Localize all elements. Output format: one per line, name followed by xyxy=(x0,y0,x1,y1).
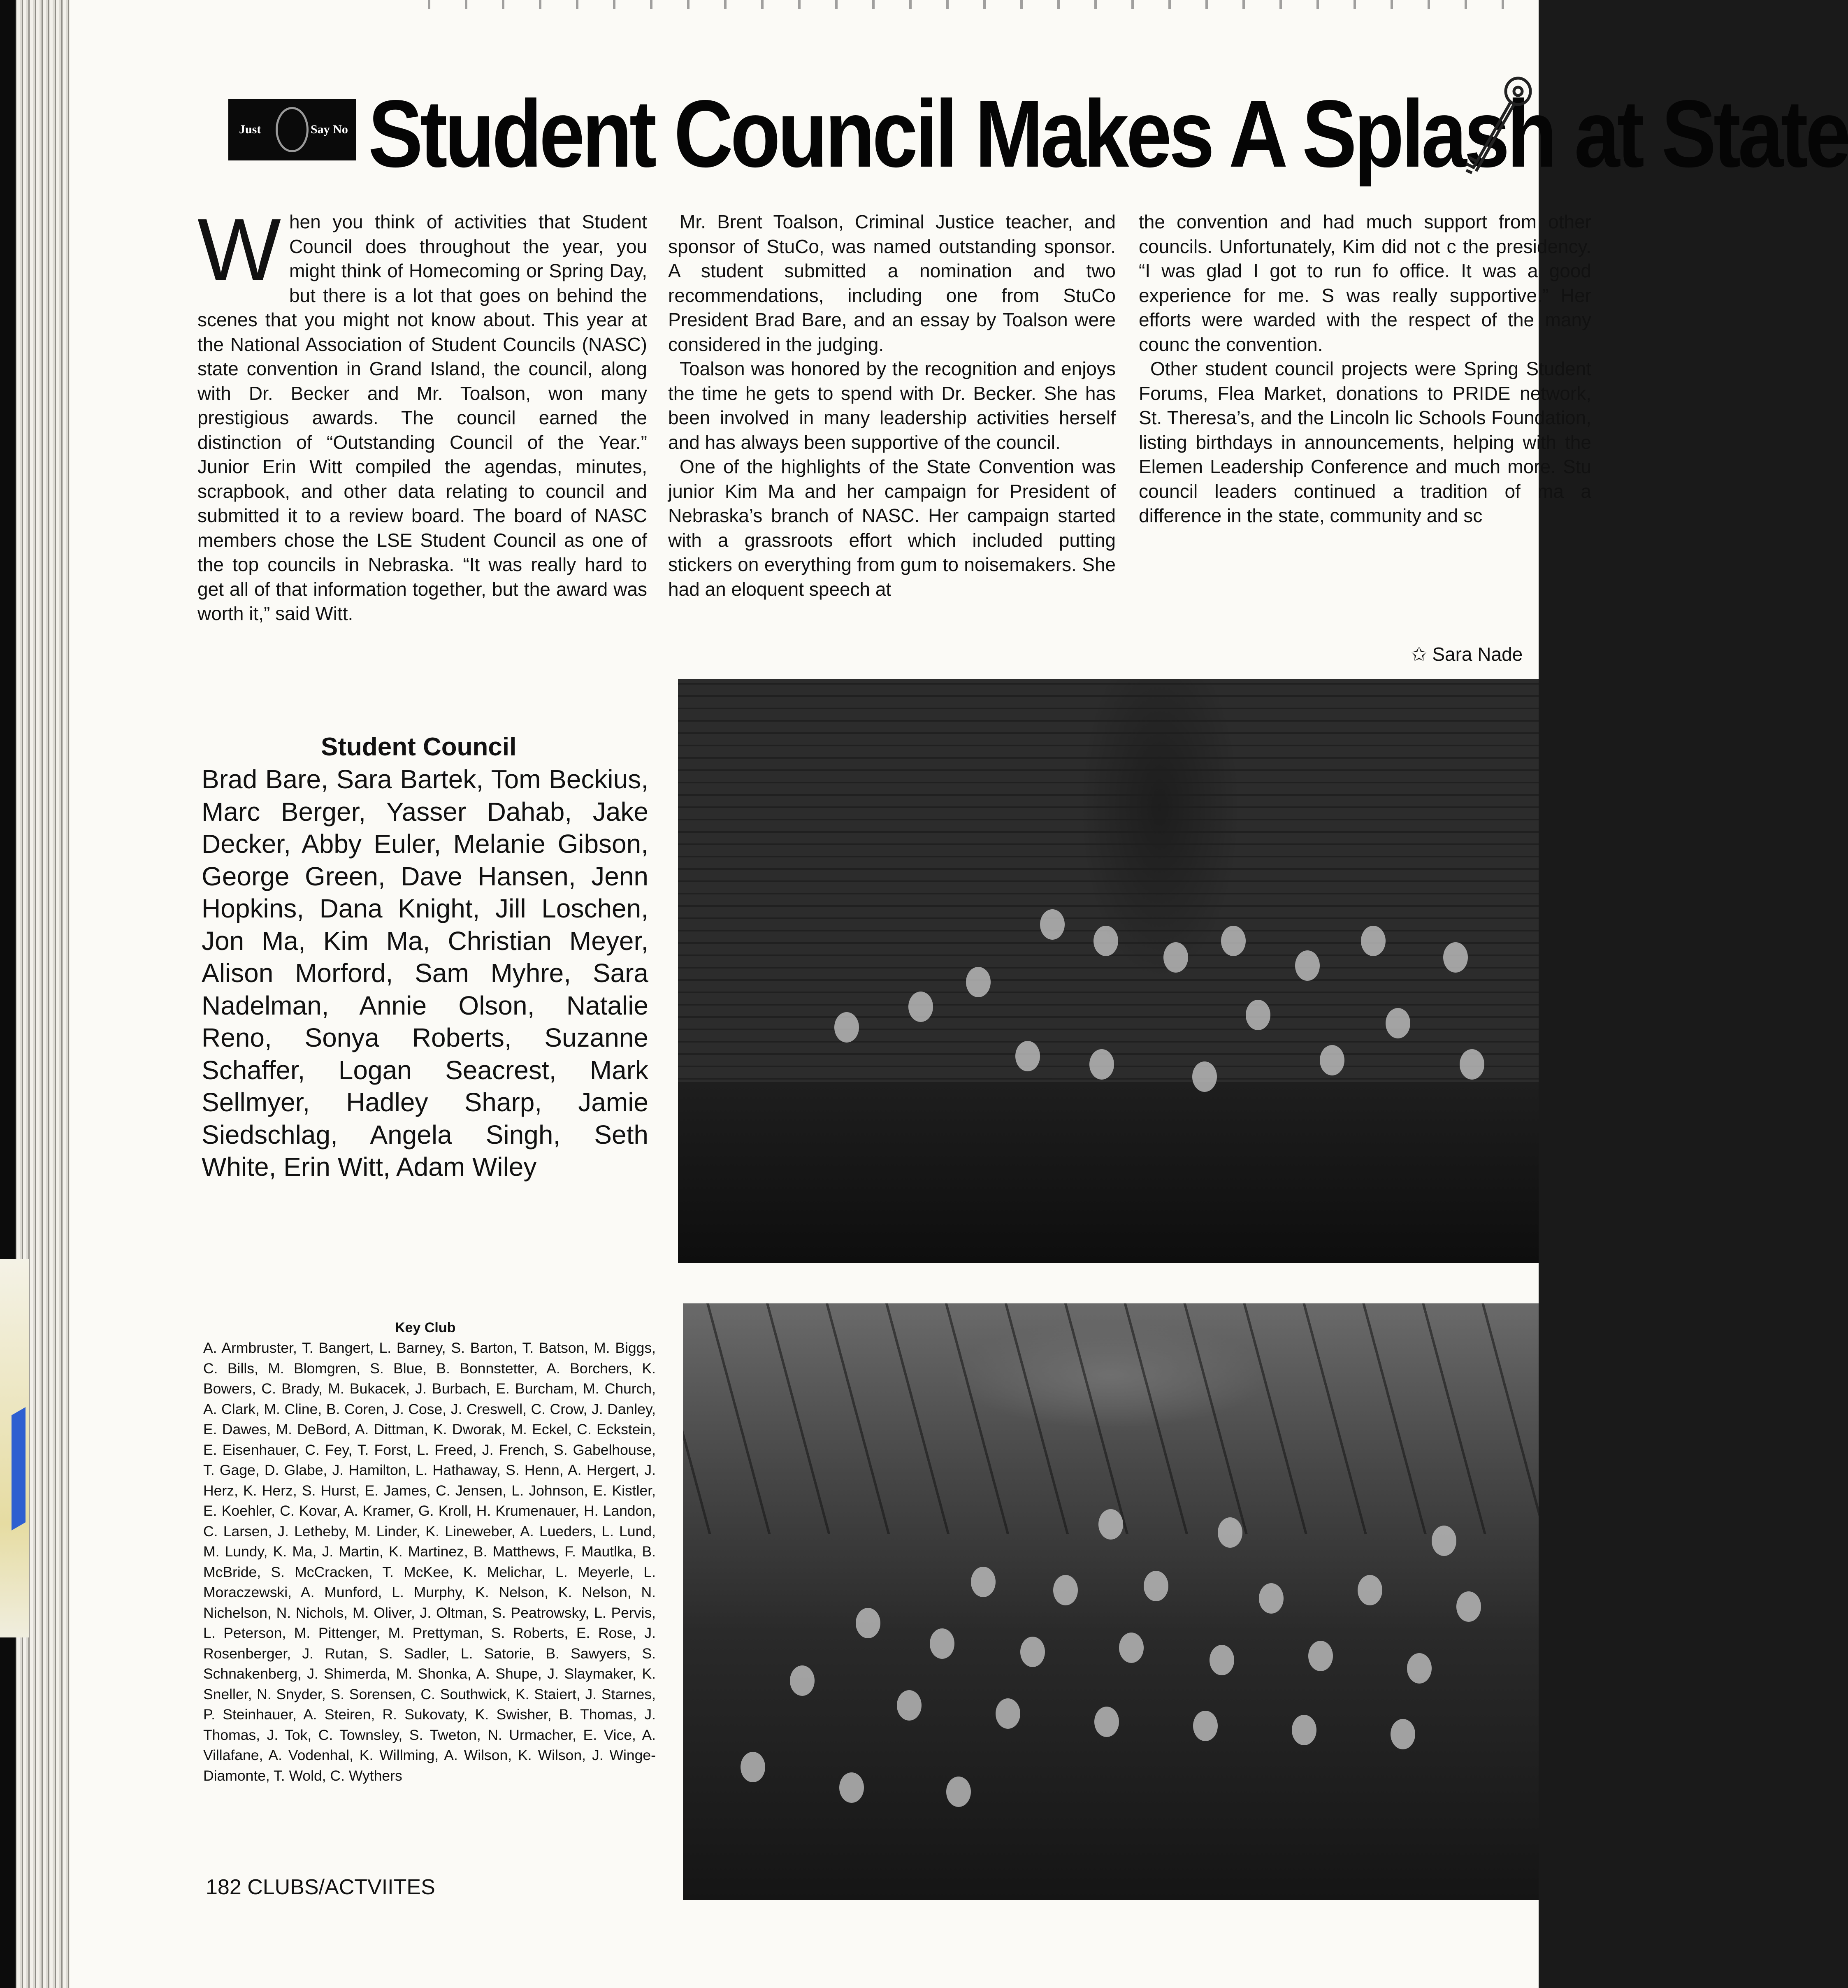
article-col1-text: hen you think of activities that Student Council does throughout the year, you might think of Homecoming or Spring Day, but there is a lot that goes on behind the scenes that you might not know about. This year at the National Association of Student Councils (NASC) state convention in Grand Island, the council, along with Dr. Becker and Mr. Toalson, won many prestigious awards. The council earned the distinction of “Outstanding Council of the Year.” Junior Erin Witt compiled the agendas, minutes, scrapbook, and other data relating to council and submitted it to a review board. The board of NASC members chose the LSE Student Council as one of the top councils in Nebraska. “It was really hard to get all of that information together, but the award was worth it,” said Witt. xyxy=(197,211,647,624)
article-paragraph: Toalson was honored by the recognition and enjoys the time he gets to spend with Dr. Becker. She has been involved in many leadership activities herself and has always been supportive of the council. xyxy=(668,358,1116,453)
page-headline: Student Council Makes A Splash at State xyxy=(368,81,1848,187)
key-club-member-list: A. Armbruster, T. Bangert, L. Barney, S. Barton, T. Batson, M. Biggs, C. Bills, M. Blomgren, S. Blue, B. Bonnstetter, A. Borchers, K. Bowers, C. Brady, M. Bukacek, J. Burbach, E. Burcham, M. Church, A. Clark, M. Cline, B. Coren, J. Cose, J. Creswell, C. Crow, J. Danley, E. Dawes, M. DeBord, A. Dittman, K. Dworak, M. Eckel, C. Eckstein, E. Eisenhauer, C. Fey, T. Forst, L. Freed, J. French, S. Gabelhouse, T. Gage, D. Glabe, J. Hamilton, L. Hathaway, S. Henn, A. Hergert, J. Herz, K. Herz, S. Hurst, E. James, C. Jensen, L. Johnson, E. Kistler, E. Koehler, C. Kovar, A. Kramer, G. Kroll, H. Krumenauer, H. Landon, C. Larsen, J. Letheby, M. Linder, K. Lineweber, A. Lueders, L. Lund, M. Lundy, K. Ma, J. Martin, K. Martinez, B. Matthews, F. Mautlka, B. McBride, S. McCracken, T. McKee, K. Melichar, L. Meyerle, L. Moraczewski, A. Munford, L. Murphy, K. Nelson, K. Nelson, N. Nichelson, N. Nichols, M. Oliver, J. Oltman, S. Peatrowsky, L. Pervis, L. Peterson, M. Pittenger, M. Prettyman, S. Roberts, E. Rose, J. Rosenberger, J. Rutan, S. Sadler, L. Satorie, B. Sawyers, S. Schnakenberg, J. Shimerda, M. Shonka, A. Shupe, J. Slaymaker, K. Sneller, N. Snyder, S. Sorensen, C. Southwick, K. Staiert, J. Starnes, P. Steinhauer, A. Steiren, R. Sukovaty, K. Swisher, B. Thomas, J. Thomas, J. Tok, C. Townsley, S. Tweton, N. Urmacher, E. Vice, A. Villafane, A. Vodenhal, K. Willming, A. Wilson, K. Wilson, J. Winge-Diamonte, T. Wold, C. Wythers xyxy=(203,1340,656,1784)
author-byline: ✩ Sara Nade xyxy=(1411,643,1523,665)
photo-face xyxy=(971,1567,996,1597)
photo-face xyxy=(1015,1041,1040,1071)
student-council-group-photo xyxy=(678,679,1539,1263)
no-symbol-icon xyxy=(276,107,309,152)
photo-face xyxy=(1292,1715,1316,1745)
photo-face xyxy=(930,1628,954,1659)
photo-face xyxy=(1098,1509,1123,1540)
article-paragraph: One of the highlights of the State Convention was junior Kim Ma and her campaign for President of Nebraska’s branch of NASC. Her campaign started with a grassroots effort which included putting stickers on everything from gum to noisemakers. She had an eloquent speech at xyxy=(668,456,1116,600)
photo-face xyxy=(1053,1575,1078,1605)
photo-tree-branches xyxy=(683,1303,1539,1534)
photo-face xyxy=(790,1665,815,1696)
photo-face xyxy=(1089,1049,1114,1080)
photo-face xyxy=(1361,926,1386,956)
photo-face xyxy=(1460,1049,1484,1080)
article-column-2 xyxy=(668,210,1116,602)
photo-face xyxy=(1020,1637,1045,1667)
photo-face xyxy=(1456,1591,1481,1622)
photo-face xyxy=(834,1012,859,1043)
photo-face xyxy=(908,992,933,1022)
just-say-no-logo xyxy=(228,99,356,160)
photo-face xyxy=(1432,1526,1456,1556)
photo-face xyxy=(1407,1653,1432,1684)
photo-face xyxy=(946,1777,971,1807)
student-council-heading: Student Council xyxy=(321,733,517,761)
photo-face xyxy=(897,1690,922,1721)
student-council-member-list: Brad Bare, Sara Bartek, Tom Beckius, Marc Berger, Yasser Dahab, Jake Decker, Abby Euler, Melanie Gibson, George Green, Dave Hansen, Jenn Hopkins, Dana Knight, Jill Loschen, Jon Ma, Kim Ma, Christian Meyer, Alison Morford, Sam Myhre, Sara Nadelman, Annie Olson, Natalie Reno, Sonya Roberts, Suzanne Schaffer, Logan Seacrest, Mark Sellmyer, Hadley Sharp, Jamie Siedschlag, Angela Singh, Seth White, Erin Witt, Adam Wiley xyxy=(202,764,648,1182)
photo-face xyxy=(1040,909,1065,940)
photo-face xyxy=(1192,1061,1217,1092)
photo-face xyxy=(1259,1583,1284,1614)
page-footer: 182 CLUBS/ACTVIITES xyxy=(206,1875,435,1899)
photo-face xyxy=(1221,926,1246,956)
photo-face xyxy=(856,1608,880,1638)
photo-face xyxy=(1193,1711,1218,1741)
article-paragraph: Mr. Brent Toalson, Criminal Justice teacher, and sponsor of StuCo, was named outstanding sponsor. A student submitted a nomination and two recommendations, including one from StuCo President Brad Bare, and an essay by Toalson were considered in the judging. xyxy=(668,211,1116,355)
photo-face xyxy=(1218,1517,1242,1548)
article-column-1 xyxy=(197,200,647,626)
photo-face xyxy=(1119,1633,1144,1663)
photo-face xyxy=(1094,1707,1119,1737)
logo-text-right: Say No xyxy=(311,123,348,136)
binding-shadow xyxy=(0,0,16,1988)
binding-blue-mark xyxy=(12,1407,26,1530)
drop-cap: W xyxy=(197,200,281,299)
key-club-heading: Key Club xyxy=(395,1320,456,1335)
photo-face xyxy=(1144,1571,1168,1601)
photo-face xyxy=(1358,1575,1382,1605)
photo-floor-shadow xyxy=(678,1082,1539,1263)
article-column-3 xyxy=(1139,210,1591,528)
photo-face xyxy=(996,1698,1020,1729)
photo-face xyxy=(741,1752,765,1782)
photo-face xyxy=(1210,1645,1234,1675)
photo-face xyxy=(1308,1641,1333,1671)
key-club-group-photo xyxy=(683,1303,1539,1900)
photo-face xyxy=(966,967,991,997)
photo-face xyxy=(1246,1000,1270,1030)
article-paragraph: Other student council projects were Spring Student Forums, Flea Market, donations to PRIDE network, St. Theresa’s, and the Lincoln lic Schools Foundation, listing birthdays in announcements, helping with the Elemen Leadership Conference and much more. Stu council leaders continued a tradition of ma a difference in the state, community and sc xyxy=(1139,358,1591,526)
scan-top-marks xyxy=(411,0,1539,9)
photo-face xyxy=(839,1772,864,1803)
photo-face xyxy=(1295,950,1320,981)
logo-text-left: Just xyxy=(239,123,261,136)
photo-face xyxy=(1386,1008,1410,1038)
photo-face xyxy=(1391,1719,1415,1749)
photo-face xyxy=(1443,942,1468,973)
photo-face xyxy=(1163,942,1188,973)
key-icon xyxy=(1456,74,1539,181)
article-paragraph: the convention and had much support from other councils. Unfortunately, Kim did not c the presidency. “I was glad I got to run fo office. It was a good experience for me. S was really supportive.” Her efforts were warded with the respect of the many counc the convention. xyxy=(1139,211,1591,355)
photo-face xyxy=(1093,926,1118,956)
photo-face xyxy=(1320,1045,1344,1075)
